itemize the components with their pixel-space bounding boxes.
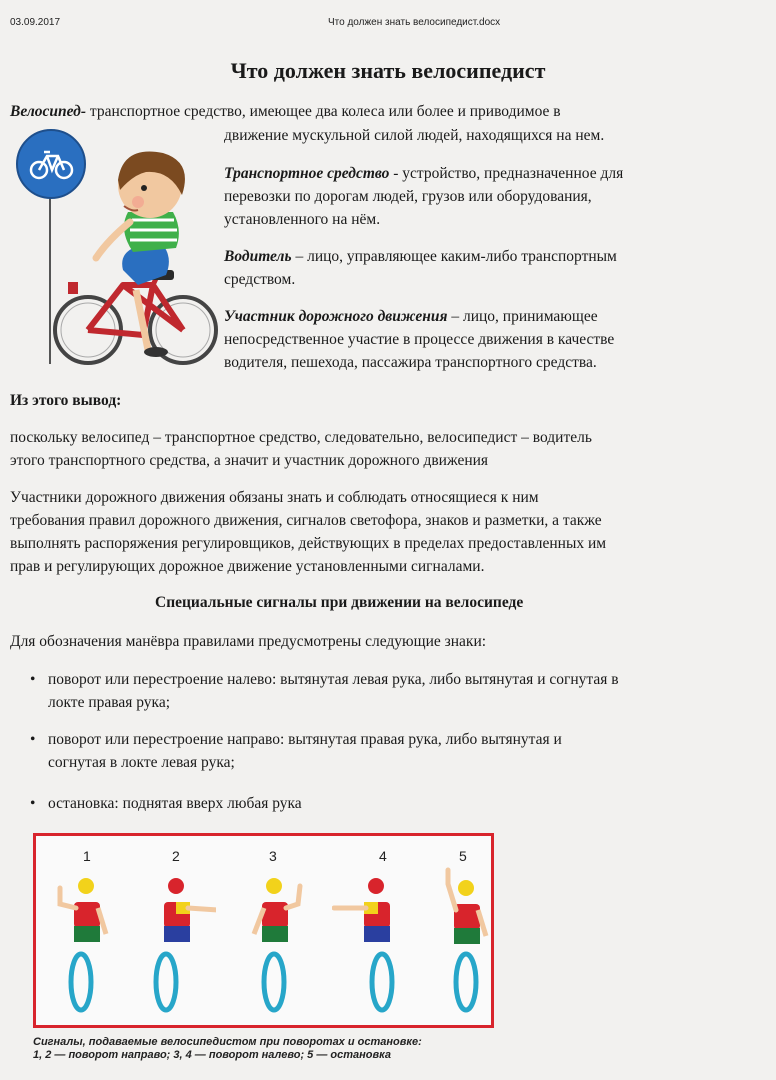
- definition-bicycle-continuation: движение мускульной силой людей, находящихся на нем.: [224, 127, 605, 144]
- cyclist-signal-1: [46, 864, 126, 1014]
- signals-list: [30, 668, 760, 815]
- definition-vehicle-line2: перевозки по дорогам людей, грузов или оборудования,: [224, 188, 592, 205]
- boy-on-bicycle-illustration: [48, 150, 223, 375]
- duties-line4: прав и регулирующих дорожное движение установленными сигналами.: [10, 558, 485, 575]
- definition-road-user: [224, 305, 769, 374]
- conclusion-line1: поскольку велосипед – транспортное средство, следовательно, велосипедист – водитель: [10, 429, 592, 446]
- term-driver: Водитель: [224, 248, 292, 265]
- definition-road-user-line1: – лицо, принимающее: [447, 308, 598, 325]
- page-header: [10, 17, 766, 31]
- figure-number-3: 3: [269, 848, 277, 864]
- figure-caption-line1: Сигналы, подаваемые велосипедистом при поворотах и остановке:: [33, 1036, 422, 1048]
- print-date: 03.09.2017: [10, 17, 61, 28]
- signal-stop-line1: • остановка: поднятая вверх любая рука: [48, 795, 302, 812]
- cyclist-signal-3: [234, 864, 314, 1014]
- signals-heading: Специальные сигналы при движении на велосипеде: [155, 594, 524, 611]
- definition-driver: [224, 245, 764, 291]
- cyclist-signal-4: [332, 864, 412, 1014]
- figure-caption-line2: 1, 2 — поворот направо; 3, 4 — поворот налево; 5 — остановка: [33, 1049, 391, 1061]
- document-filename: Что должен знать велосипедист.docx: [328, 17, 501, 28]
- definition-driver-line2: средством.: [224, 271, 296, 288]
- signal-left-turn: [30, 668, 760, 728]
- signal-stop: [30, 792, 760, 815]
- figure-number-5: 5: [459, 848, 467, 864]
- definition-vehicle: [224, 162, 764, 231]
- cyclist-signal-5: [426, 864, 506, 1014]
- definition-road-user-line2: непосредственное участие в процессе движения в качестве: [224, 331, 615, 348]
- duties-line1: Участники дорожного движения обязаны знать и соблюдать относящиеся к ним: [10, 489, 539, 506]
- figure-number-4: 4: [379, 848, 387, 864]
- signals-intro: Для обозначения манёвра правилами предусмотрены следующие знаки:: [10, 633, 487, 650]
- term-road-user: Участник дорожного движения: [224, 308, 448, 325]
- figure-caption: [33, 1036, 513, 1062]
- figure-number-2: 2: [172, 848, 180, 864]
- signal-right-line2: согнутая в локте левая рука;: [48, 754, 235, 771]
- term-bicycle: Велосипед-: [10, 103, 87, 120]
- definition-bicycle-line1: транспортное средство, имеющее два колеса или более и приводимое в: [86, 103, 561, 120]
- term-vehicle: Транспортное средство: [224, 165, 390, 182]
- duties-line3: выполнять распоряжения регулировщиков, действующих в пределах предоставленных им: [10, 535, 607, 552]
- definition-vehicle-line3: установленного на нём.: [224, 211, 381, 228]
- figure-number-1: 1: [83, 848, 91, 864]
- definition-bicycle: [10, 100, 770, 123]
- cyclist-signal-2: [136, 864, 216, 1014]
- page-title: Что должен знать велосипедист: [230, 58, 546, 83]
- definition-road-user-line3: водителя, пешехода, пассажира транспортного средства.: [224, 354, 597, 371]
- signal-left-line2: локте правая рука;: [48, 694, 171, 711]
- signal-right-turn: [30, 728, 760, 792]
- definition-vehicle-line1: - устройство, предназначенное для: [389, 165, 624, 182]
- conclusion-text: [10, 426, 770, 472]
- signal-left-line1: • поворот или перестроение налево: вытянутая левая рука, либо вытянутая и согнутая в: [48, 671, 619, 688]
- duties-paragraph: [10, 486, 775, 578]
- signal-right-line1: • поворот или перестроение направо: вытянутая правая рука, либо вытянутая и: [48, 731, 562, 748]
- conclusion-line2: этого транспортного средства, а значит и участник дорожного движения: [10, 452, 489, 469]
- hand-signals-figure: [33, 833, 494, 1028]
- conclusion-heading: Из этого вывод:: [10, 392, 122, 409]
- duties-line2: требования правил дорожного движения, сигналов светофора, знаков и разметки, а также: [10, 512, 602, 529]
- definition-driver-line1: – лицо, управляющее каким-либо транспортным: [291, 248, 617, 265]
